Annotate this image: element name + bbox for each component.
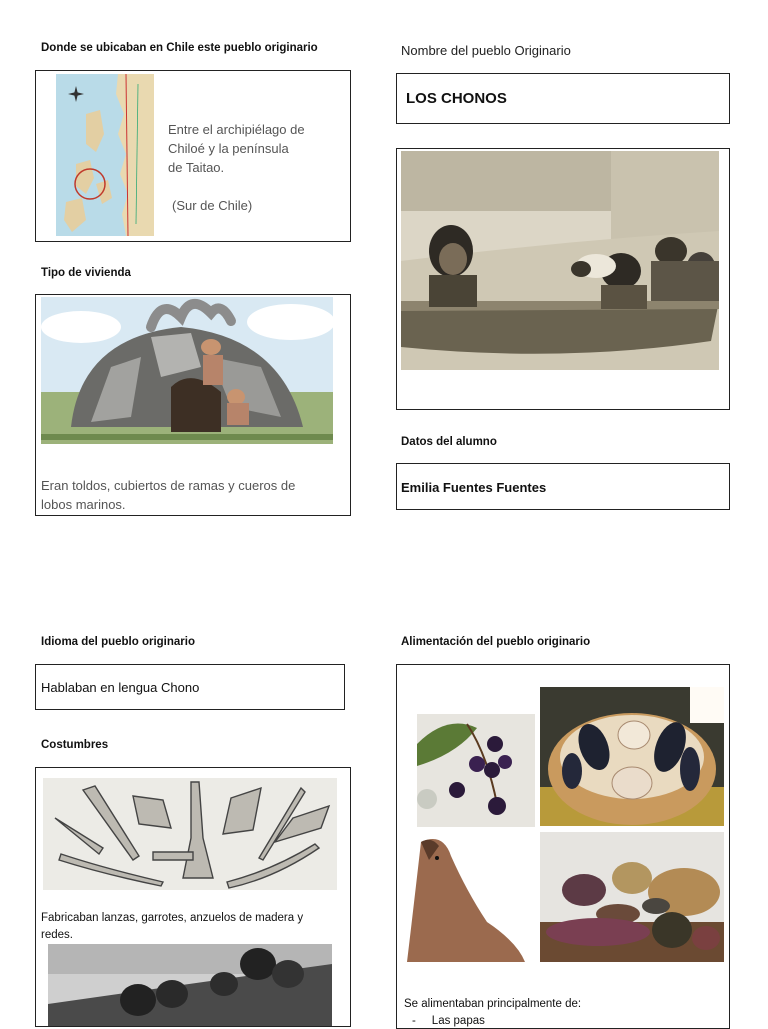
language-box (35, 664, 345, 710)
housing-box (35, 294, 351, 516)
shellfish-photo (540, 687, 724, 826)
language-label: Idioma del pueblo originario (41, 636, 195, 648)
student-value: Emilia Fuentes Fuentes (401, 480, 547, 495)
name-label: Nombre del pueblo Originario (401, 43, 571, 58)
location-box (35, 70, 351, 242)
food-intro: Se alimentaban principalmente de: (404, 998, 582, 1010)
location-line2: Chiloé y la península (168, 141, 289, 156)
potatoes-photo (540, 832, 724, 962)
canoe-photo (401, 151, 719, 370)
berries-photo (417, 714, 535, 827)
student-box (396, 463, 730, 510)
boat-people-photo (48, 944, 332, 1027)
canoe-photo-box (396, 148, 730, 410)
location-line4: (Sur de Chile) (172, 198, 253, 213)
customs-label: Costumbres (41, 739, 109, 751)
tools-illustration (43, 778, 337, 890)
student-label: Datos del alumno (401, 436, 497, 448)
location-line3: de Taitao. (168, 160, 225, 175)
location-label: Donde se ubicaban en Chile este pueblo originario (41, 42, 318, 54)
customs-line2: redes. (41, 929, 73, 941)
location-line1: Entre el archipiélago de (168, 122, 305, 137)
name-box (396, 73, 730, 124)
housing-label: Tipo de vivienda (41, 267, 131, 279)
food-label: Alimentación del pueblo originario (401, 636, 591, 648)
name-value: LOS CHONOS (406, 90, 507, 107)
customs-line1: Fabricaban lanzas, garrotes, anzuelos de madera y (41, 912, 304, 924)
food-item-potatoes: - Las papas (412, 1015, 485, 1027)
sea-lion-photo (407, 832, 525, 962)
housing-line1: Eran toldos, cubiertos de ramas y cueros de (41, 478, 296, 493)
food-box (396, 664, 730, 1029)
hut-illustration (41, 297, 333, 444)
housing-line2: lobos marinos. (41, 497, 126, 512)
customs-box (35, 767, 351, 1027)
language-value: Hablaban en lengua Chono (41, 680, 200, 695)
map-image (56, 74, 154, 236)
